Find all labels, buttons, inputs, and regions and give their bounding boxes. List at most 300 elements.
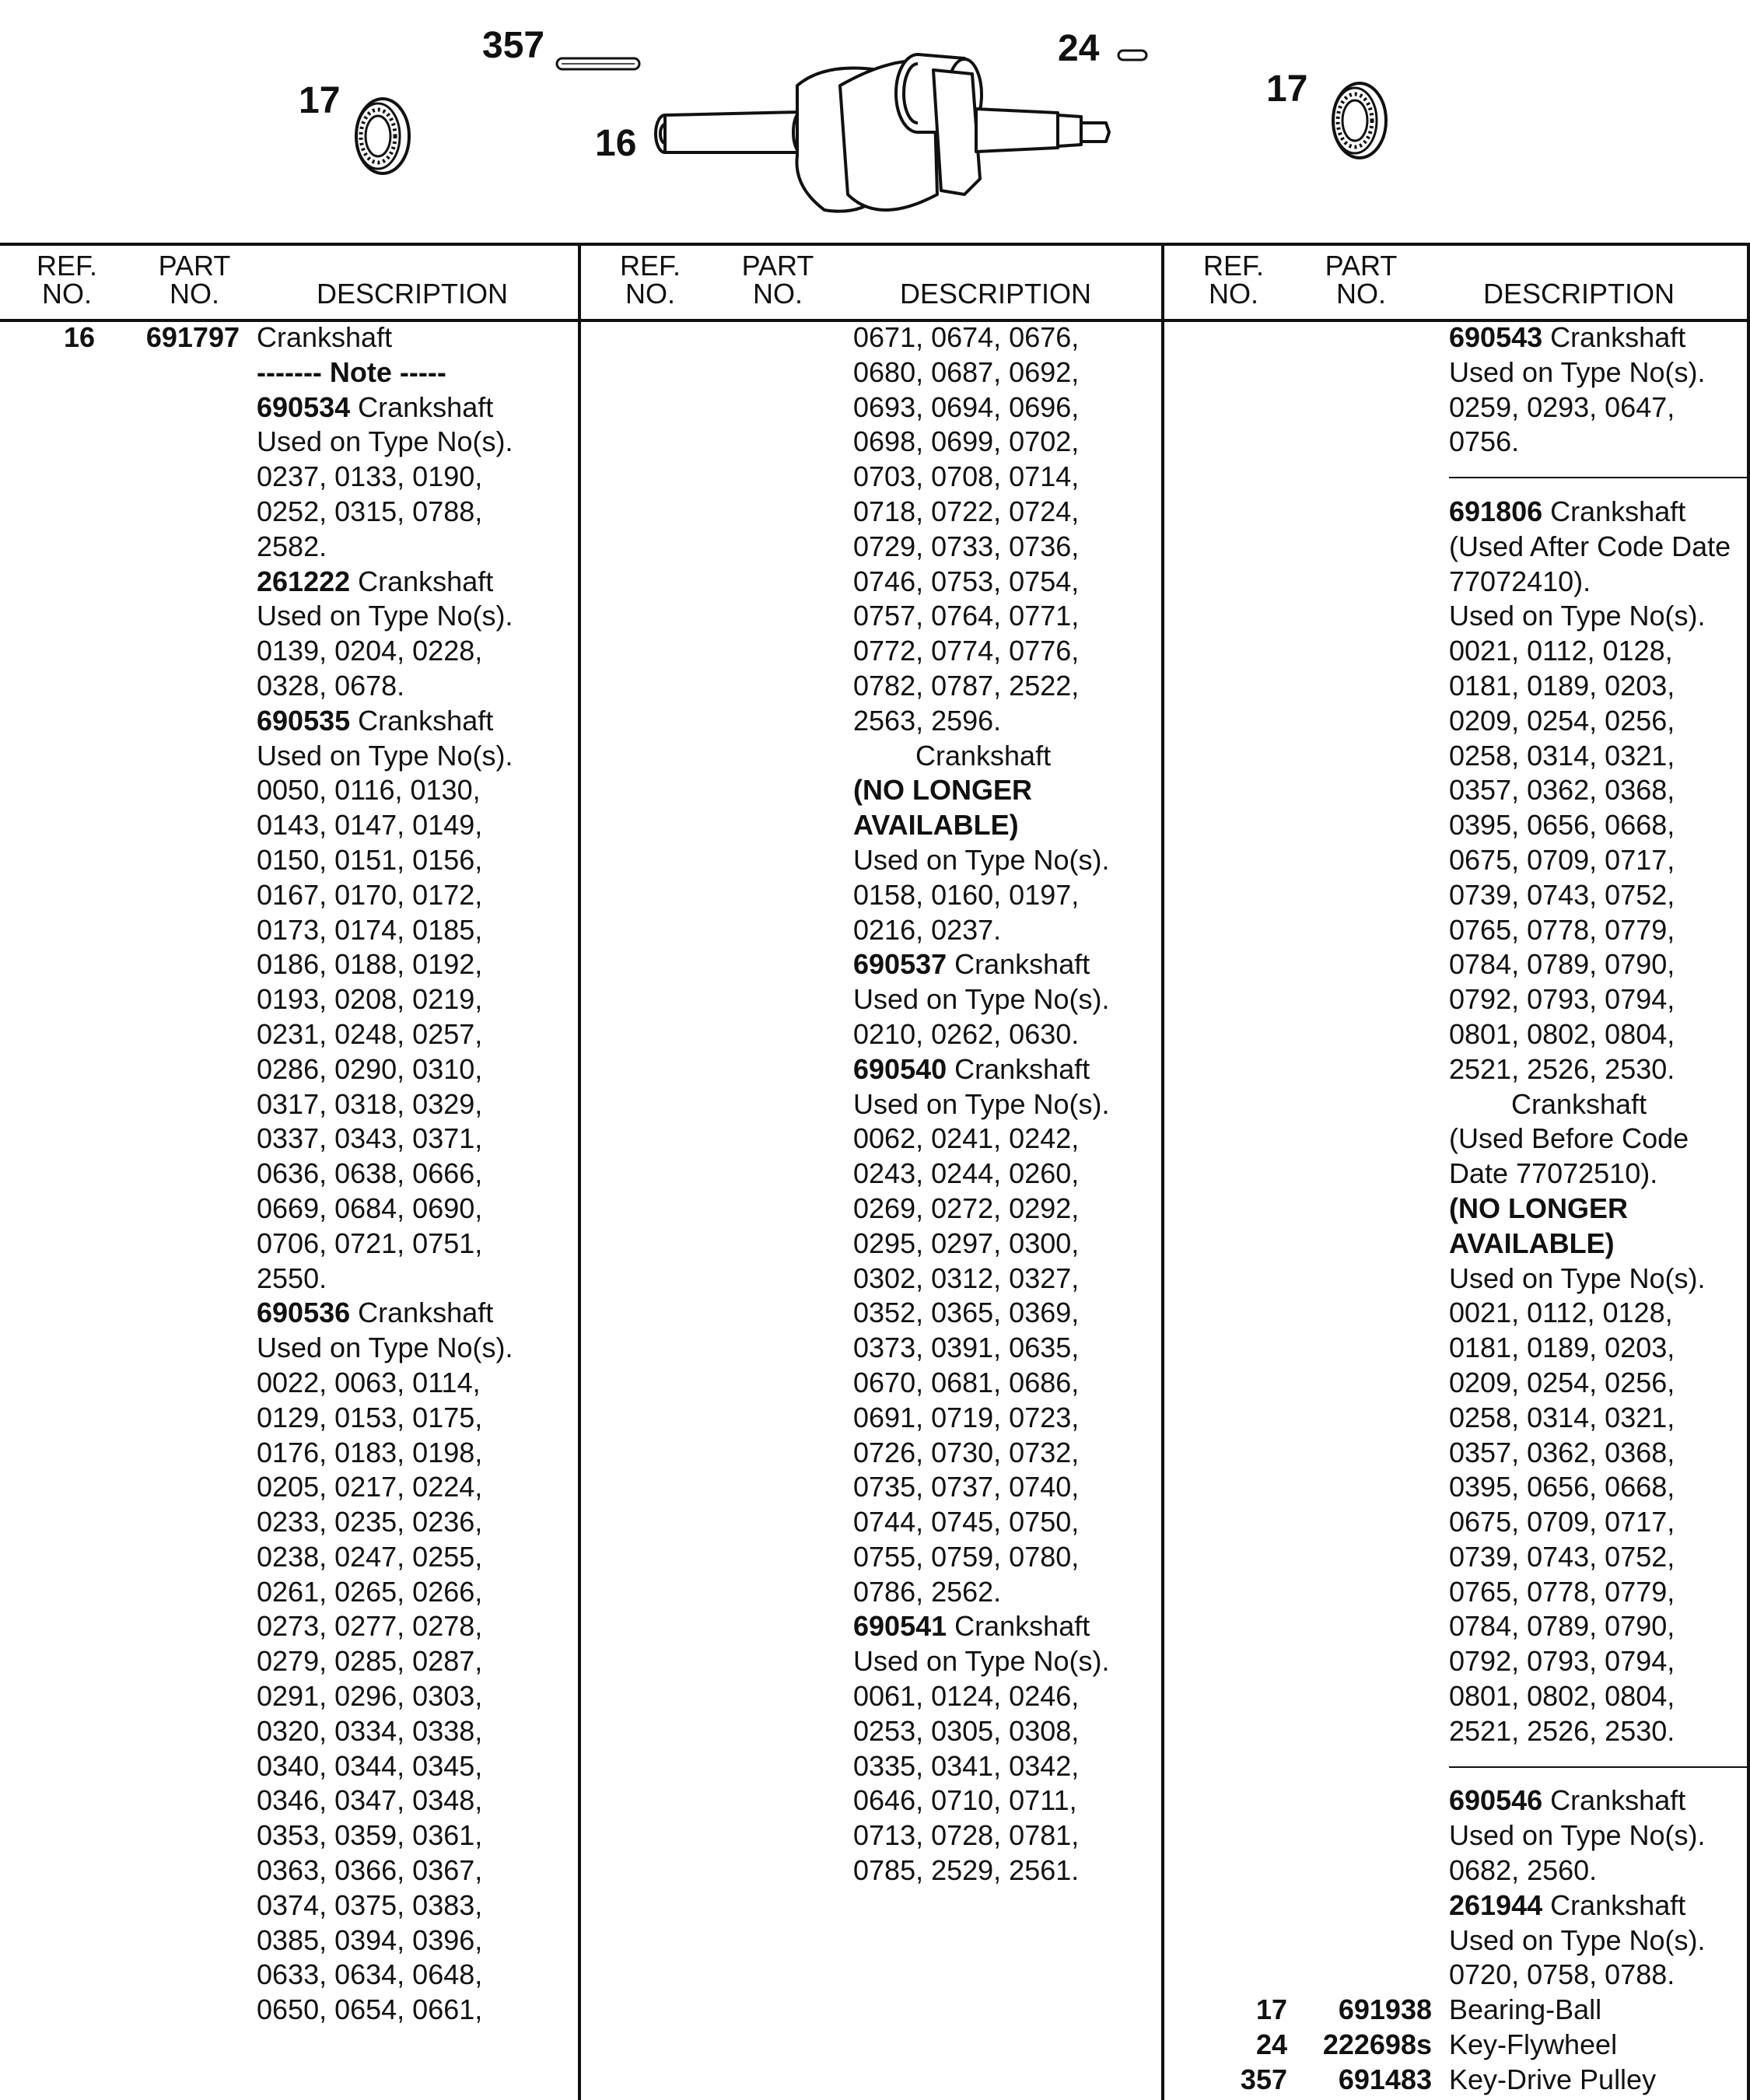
description-line: Used on Type No(s).: [853, 1087, 1110, 1120]
description-text: [853, 1783, 1077, 1818]
description-line: 0205, 0217, 0224,: [257, 1471, 483, 1503]
description-text: [257, 808, 482, 843]
description-text: [853, 704, 1001, 739]
description-text: [1449, 634, 1673, 669]
description-text: [853, 1227, 1079, 1262]
description-text: [257, 947, 482, 982]
description-text: [853, 1679, 1079, 1714]
description-line: 0726, 0730, 0732,: [853, 1436, 1080, 1468]
alternate-part-number: 690543: [1449, 321, 1543, 353]
description-line: AVAILABLE): [1449, 1227, 1615, 1259]
ref-number: 357: [1240, 2063, 1287, 2095]
header-part-line2: NO.: [169, 278, 219, 310]
description-line: 0756.: [1449, 425, 1520, 458]
description-line: Crankshaft: [1511, 1087, 1647, 1120]
column-divider-2: [1161, 243, 1164, 2100]
description-text: [853, 634, 1079, 669]
drive-pulley-key-drawing: [557, 58, 639, 69]
description-text: [1449, 1783, 1685, 1818]
description-line: 0792, 0793, 0794,: [1449, 1645, 1675, 1678]
description-line: 0744, 0745, 0750,: [853, 1506, 1080, 1538]
description-text: [257, 1575, 482, 1610]
description-text: [853, 530, 1079, 565]
description-text: [853, 1749, 1079, 1784]
description-text: [257, 320, 392, 355]
description-line: 0746, 0753, 0754,: [853, 565, 1080, 597]
description-line: 0050, 0116, 0130,: [257, 774, 481, 807]
description-text: [257, 1470, 482, 1505]
description-text: [853, 913, 1001, 948]
description-line: Key-Drive Pulley: [1449, 2063, 1657, 2095]
description-line: 0261, 0265, 0266,: [257, 1575, 483, 1608]
description-line: 0395, 0656, 0668,: [1449, 1471, 1675, 1503]
description-line: 0784, 0789, 0790,: [1449, 1610, 1675, 1643]
description-text: [257, 1296, 493, 1331]
description-line: 0373, 0391, 0635,: [853, 1332, 1080, 1364]
description-line: Bearing-Ball: [1449, 1993, 1602, 2026]
description-text: [853, 1331, 1079, 1366]
description-line: 0357, 0362, 0368,: [1449, 774, 1675, 807]
description-line: 0286, 0290, 0310,: [257, 1052, 483, 1085]
description-text: [1449, 1540, 1675, 1575]
description-text: [257, 1017, 482, 1052]
description-line: 0646, 0710, 0711,: [853, 1784, 1077, 1817]
description-line: 77072410).: [1449, 565, 1591, 597]
description-text: [257, 565, 493, 600]
alternate-part-number: 690534: [257, 390, 351, 423]
flywheel-key-drawing: [1118, 51, 1146, 60]
description-line: 0352, 0365, 0369,: [853, 1297, 1080, 1329]
header-description: DESCRIPTION: [316, 278, 509, 310]
description-text: [853, 1401, 1079, 1436]
part-number: 222698s: [1322, 2028, 1432, 2061]
description-text: [257, 1749, 482, 1784]
description-text: [853, 1262, 1079, 1297]
description-text: [1449, 2063, 1656, 2098]
parts-table: [0, 243, 1750, 2100]
description-line: 0061, 0124, 0246,: [853, 1680, 1080, 1713]
description-text: [853, 843, 1109, 878]
description-line: 0782, 0787, 2522,: [853, 669, 1080, 702]
description-text: [257, 913, 482, 948]
description-text: [257, 1993, 482, 2028]
callout-17-right: 17: [1266, 68, 1308, 110]
description-line: Date 77072510).: [1449, 1157, 1658, 1190]
description-text: [257, 1157, 482, 1192]
description-text: [1449, 1609, 1675, 1644]
description-line: 0181, 0189, 0203,: [1449, 669, 1675, 702]
description-line: Used on Type No(s).: [1449, 600, 1706, 632]
description-line: 0238, 0247, 0255,: [257, 1540, 483, 1573]
description-text: [257, 599, 513, 634]
description-line: 0706, 0721, 0751,: [257, 1227, 483, 1259]
description-text: [1449, 843, 1675, 878]
description-text: [853, 1122, 1079, 1157]
description-text: [1449, 1644, 1675, 1679]
description-text: [257, 1122, 482, 1157]
ref-number: 17: [1255, 1993, 1287, 2026]
header-ref-line1: REF.: [619, 250, 681, 282]
description-text: [1449, 1017, 1675, 1052]
description-text: [853, 1575, 1001, 1610]
description-text: [1449, 1052, 1675, 1087]
description-line: Used on Type No(s).: [853, 843, 1110, 876]
description-text: [257, 878, 482, 913]
entry-separator: [1449, 1766, 1750, 1768]
description-line: 2582.: [257, 530, 327, 562]
description-line: 0698, 0699, 0702,: [853, 425, 1080, 458]
description-text: [257, 1087, 482, 1122]
callout-357: 357: [482, 25, 545, 66]
description-line: Crankshaft: [350, 390, 494, 423]
description-line: 0328, 0678.: [257, 669, 405, 702]
description-text: [853, 1853, 1079, 1888]
description-line: Used on Type No(s).: [1449, 1262, 1706, 1294]
alternate-part-number: 690540: [853, 1052, 947, 1085]
description-text: [257, 1331, 513, 1366]
description-line: 0129, 0153, 0175,: [257, 1401, 483, 1433]
description-line: 0739, 0743, 0752,: [1449, 1540, 1675, 1573]
description-text: [853, 1609, 1090, 1644]
crankshaft-exploded-diagram: [0, 0, 1750, 241]
description-text: [1449, 495, 1685, 530]
description-line: 0295, 0297, 0300,: [853, 1227, 1080, 1259]
description-line: 0252, 0315, 0788,: [257, 495, 483, 527]
description-text: [853, 808, 1019, 843]
description-line: 0670, 0681, 0686,: [853, 1366, 1080, 1398]
description-text: [1449, 1679, 1675, 1714]
ball-bearing-left-drawing: [356, 99, 409, 173]
description-text: [1449, 982, 1675, 1017]
description-text: [257, 495, 482, 530]
description-line: 0216, 0237.: [853, 913, 1002, 946]
description-text: [257, 982, 482, 1017]
description-text: [1449, 739, 1675, 774]
column-divider-1: [578, 243, 581, 2100]
description-line: 0693, 0694, 0696,: [853, 390, 1080, 423]
description-text: [1449, 947, 1675, 982]
description-line: 0363, 0366, 0367,: [257, 1854, 483, 1887]
description-text: [257, 1227, 482, 1262]
description-text: [853, 1017, 1079, 1052]
description-text: [257, 1958, 482, 1993]
description-line: AVAILABLE): [853, 809, 1019, 842]
description-line: 0269, 0272, 0292,: [853, 1192, 1080, 1224]
description-line: 0772, 0774, 0776,: [853, 635, 1080, 667]
description-text: [257, 1888, 482, 1923]
description-text: [853, 1052, 1090, 1087]
description-text: [257, 460, 482, 495]
description-text: [853, 1818, 1079, 1853]
description-text: [1449, 1958, 1675, 1993]
description-text: [1449, 530, 1731, 565]
description-line: 0143, 0147, 0149,: [257, 809, 483, 842]
description-line: 0279, 0285, 0287,: [257, 1645, 483, 1678]
description-text: [257, 1540, 482, 1575]
description-text: [257, 1052, 482, 1087]
description-line: Used on Type No(s).: [853, 983, 1110, 1016]
description-text: [1449, 1470, 1675, 1505]
description-line: Used on Type No(s).: [257, 600, 513, 632]
description-line: 0258, 0314, 0321,: [1449, 739, 1675, 772]
ref-number: 24: [1255, 2028, 1287, 2061]
description-text: [257, 1436, 482, 1471]
description-text: [853, 878, 1079, 913]
description-line: 0785, 2529, 2561.: [853, 1854, 1080, 1887]
description-text: [1449, 773, 1675, 808]
description-line: Used on Type No(s).: [853, 1645, 1110, 1678]
description-line: 0259, 0293, 0647,: [1449, 390, 1675, 423]
description-text: [1449, 1366, 1675, 1401]
description-text: [257, 1923, 482, 1958]
description-line: 0209, 0254, 0256,: [1449, 1366, 1675, 1398]
alternate-part-number: 261222: [257, 565, 351, 597]
description-line: 0186, 0188, 0192,: [257, 948, 483, 981]
header-part-no: [723, 252, 832, 308]
header-part-line1: PART: [158, 250, 231, 282]
header-part-no: [1307, 252, 1416, 308]
description-line: 0320, 0334, 0338,: [257, 1714, 483, 1747]
description-text: [1449, 1505, 1675, 1540]
part-number: 691938: [1338, 1993, 1432, 2026]
description-line: Used on Type No(s).: [1449, 355, 1706, 388]
description-text: [1449, 1575, 1675, 1610]
description-line: 0395, 0656, 0668,: [1449, 809, 1675, 842]
description-line: 0801, 0802, 0804,: [1449, 1017, 1675, 1050]
description-text: [853, 1540, 1079, 1575]
description-line: 0022, 0063, 0114,: [257, 1366, 481, 1398]
description-text: [853, 1714, 1079, 1749]
description-line: 2563, 2596.: [853, 704, 1002, 737]
description-text: [257, 425, 513, 460]
description-line: 0021, 0112, 0128,: [1449, 1297, 1673, 1329]
description-line: ------- Note -----: [257, 355, 446, 388]
header-ref-line1: REF.: [36, 250, 97, 282]
description-line: Used on Type No(s).: [257, 1332, 513, 1364]
description-line: 0237, 0133, 0190,: [257, 460, 483, 493]
header-part-no: [140, 252, 249, 308]
description-text: [1449, 704, 1675, 739]
callout-16: 16: [595, 123, 637, 164]
part-number: 691797: [145, 321, 240, 353]
description-text: [257, 530, 327, 565]
header-part-line2: NO.: [752, 278, 803, 310]
description-text: [1449, 355, 1705, 390]
description-line: 0273, 0277, 0278,: [257, 1610, 483, 1643]
description-text: [257, 773, 481, 808]
description-text: [853, 1157, 1079, 1192]
description-text: [1449, 1122, 1689, 1157]
description-line: 0385, 0394, 0396,: [257, 1923, 483, 1956]
description-text: [1449, 1888, 1685, 1923]
description-line: 0302, 0312, 0327,: [853, 1262, 1080, 1294]
description-line: 0739, 0743, 0752,: [1449, 878, 1675, 911]
description-line: 0718, 0722, 0724,: [853, 495, 1080, 527]
header-ref-no: [1179, 252, 1288, 308]
description-line: 0792, 0793, 0794,: [1449, 983, 1675, 1016]
description-line: 0757, 0764, 0771,: [853, 600, 1080, 632]
description-text: [853, 599, 1079, 634]
description-text: [1449, 1157, 1657, 1192]
description-line: 0675, 0709, 0717,: [1449, 843, 1675, 876]
description-text: [1449, 1714, 1675, 1749]
header-part-line1: PART: [741, 250, 814, 282]
description-line: 2521, 2526, 2530.: [1449, 1714, 1675, 1747]
description-line: 0735, 0737, 0740,: [853, 1471, 1080, 1503]
description-line: 0801, 0802, 0804,: [1449, 1680, 1675, 1713]
crankshaft-drawing: [656, 54, 1109, 212]
description-text: [853, 773, 1032, 808]
part-number: 691483: [1338, 2063, 1432, 2095]
description-line: 0650, 0654, 0661,: [257, 1993, 483, 2026]
description-text: [853, 739, 1051, 774]
description-line: 0173, 0174, 0185,: [257, 913, 483, 946]
description-text: [1449, 1818, 1705, 1853]
alternate-part-number: 690537: [853, 948, 947, 981]
description-text: [1449, 425, 1519, 460]
description-line: 0353, 0359, 0361,: [257, 1819, 483, 1852]
alternate-part-number: 691806: [1449, 495, 1543, 527]
description-line: 0210, 0262, 0630.: [853, 1017, 1080, 1050]
description-line: 0765, 0778, 0779,: [1449, 913, 1675, 946]
description-line: (Used Before Code: [1449, 1122, 1689, 1155]
description-line: 0669, 0684, 0690,: [257, 1192, 483, 1224]
description-text: [853, 1087, 1109, 1122]
description-text: [1449, 1192, 1628, 1227]
description-text: [257, 1505, 482, 1540]
description-line: 0181, 0189, 0203,: [1449, 1332, 1675, 1364]
description-text: [257, 355, 446, 390]
description-text: [1449, 1087, 1647, 1122]
description-text: [257, 704, 493, 739]
description-line: Crankshaft: [1542, 321, 1686, 353]
entry-separator: [1449, 477, 1750, 478]
description-line: 0765, 0778, 0779,: [1449, 1575, 1675, 1608]
description-text: [1449, 1296, 1673, 1331]
description-text: [1449, 1923, 1705, 1958]
description-line: Crankshaft: [1542, 495, 1686, 527]
description-text: [1449, 878, 1675, 913]
description-text: [257, 1401, 482, 1436]
description-text: [853, 1644, 1109, 1679]
description-text: [853, 1366, 1079, 1401]
description-text: [853, 320, 1079, 355]
header-ref-line2: NO.: [625, 278, 675, 310]
description-line: Used on Type No(s).: [257, 739, 513, 772]
description-line: 0021, 0112, 0128,: [1449, 635, 1673, 667]
header-ref-no: [596, 252, 705, 308]
description-line: 0176, 0183, 0198,: [257, 1436, 483, 1468]
description-line: 0158, 0160, 0197,: [853, 878, 1080, 911]
description-line: 0691, 0719, 0723,: [853, 1401, 1080, 1433]
description-line: Used on Type No(s).: [257, 425, 513, 458]
description-text: [1449, 1401, 1675, 1436]
alternate-part-number: 690535: [257, 704, 351, 737]
description-text: [257, 1853, 482, 1888]
description-line: 0243, 0244, 0260,: [853, 1157, 1080, 1190]
description-line: Used on Type No(s).: [1449, 1923, 1706, 1956]
description-text: [853, 1470, 1079, 1505]
description-text: [853, 425, 1079, 460]
description-line: 0233, 0235, 0236,: [257, 1506, 483, 1538]
description-line: 0291, 0296, 0303,: [257, 1680, 483, 1713]
table-right-border: [1747, 243, 1750, 2100]
description-line: 0633, 0634, 0648,: [257, 1958, 483, 1991]
description-line: 0253, 0305, 0308,: [853, 1714, 1080, 1747]
description-text: [853, 495, 1079, 530]
description-line: 0720, 0758, 0788.: [1449, 1958, 1675, 1991]
description-text: [1449, 1227, 1615, 1262]
description-line: Crankshaft: [1542, 1784, 1686, 1817]
description-text: [257, 1714, 482, 1749]
description-text: [257, 669, 404, 704]
table-top-rule: [0, 243, 1750, 246]
description-line: Crankshaft: [350, 704, 494, 737]
header-ref-no: [12, 252, 121, 308]
header-description: DESCRIPTION: [1482, 278, 1675, 310]
header-part-line2: NO.: [1335, 278, 1386, 310]
description-text: [257, 1783, 482, 1818]
description-text: [257, 1644, 482, 1679]
description-line: Crankshaft: [350, 1297, 494, 1329]
description-line: 0167, 0170, 0172,: [257, 878, 483, 911]
description-text: [853, 1192, 1079, 1227]
description-text: [257, 1262, 327, 1297]
description-line: 0258, 0314, 0321,: [1449, 1401, 1675, 1433]
description-line: 0671, 0674, 0676,: [853, 321, 1080, 353]
description-line: 0680, 0687, 0692,: [853, 355, 1080, 388]
description-text: [257, 390, 493, 425]
description-text: [853, 1296, 1079, 1331]
description-text: [1449, 390, 1675, 425]
description-line: 0786, 2562.: [853, 1575, 1002, 1608]
description-line: Crankshaft: [1542, 1888, 1686, 1921]
description-line: 0335, 0341, 0342,: [853, 1749, 1080, 1782]
header-ref-line2: NO.: [41, 278, 92, 310]
description-line: 2521, 2526, 2530.: [1449, 1052, 1675, 1085]
ref-number: 16: [63, 321, 95, 353]
description-line: Crankshaft: [915, 739, 1052, 772]
description-line: 0139, 0204, 0228,: [257, 635, 483, 667]
description-text: [257, 1679, 482, 1714]
description-text: [257, 634, 482, 669]
description-text: [1449, 1853, 1597, 1888]
header-ref-line2: NO.: [1208, 278, 1258, 310]
description-text: [853, 947, 1090, 982]
description-line: 0340, 0344, 0345,: [257, 1749, 483, 1782]
description-text: [1449, 599, 1705, 634]
description-text: [1449, 2028, 1617, 2063]
description-line: 0784, 0789, 0790,: [1449, 948, 1675, 981]
header-part-line1: PART: [1325, 250, 1398, 282]
description-line: 2550.: [257, 1262, 327, 1294]
description-line: (Used After Code Date: [1449, 530, 1731, 562]
description-line: 0755, 0759, 0780,: [853, 1540, 1080, 1573]
description-line: Crankshaft: [947, 1610, 1090, 1643]
description-line: (NO LONGER: [853, 774, 1032, 807]
description-line: 0636, 0638, 0666,: [257, 1157, 483, 1190]
description-line: 0231, 0248, 0257,: [257, 1017, 483, 1050]
description-line: Used on Type No(s).: [1449, 1819, 1706, 1852]
description-line: 0675, 0709, 0717,: [1449, 1506, 1675, 1538]
description-line: 0062, 0241, 0242,: [853, 1122, 1080, 1155]
description-line: 0193, 0208, 0219,: [257, 983, 483, 1016]
description-text: [1449, 1262, 1705, 1297]
description-text: [257, 1366, 481, 1401]
description-line: 0729, 0733, 0736,: [853, 530, 1080, 562]
alternate-part-number: 690541: [853, 1610, 947, 1643]
description-text: [1449, 1993, 1601, 2028]
